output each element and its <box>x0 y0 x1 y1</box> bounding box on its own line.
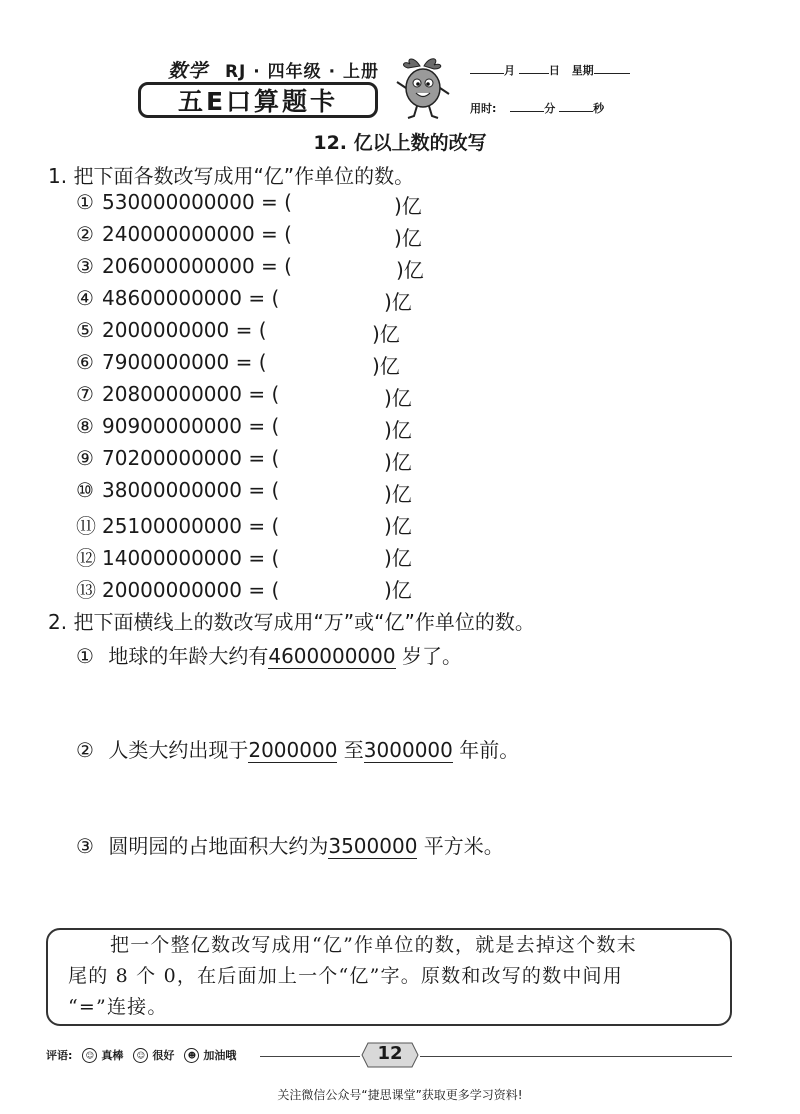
item-number: ② <box>76 738 94 762</box>
item-expression: 38000000000 = ( <box>102 478 280 502</box>
answer-close: )亿 <box>384 578 412 602</box>
tip-line <box>68 930 718 961</box>
item-expression: 48600000000 = ( <box>102 286 280 310</box>
q1-item <box>76 190 422 218</box>
minutes-blank[interactable] <box>510 101 544 112</box>
q2-sentence-3 <box>76 830 504 859</box>
item-expression: 25100000000 = ( <box>102 514 280 538</box>
q1-item <box>76 542 412 571</box>
header-subject-line <box>168 56 379 83</box>
sentence-text: 年前。 <box>452 738 520 762</box>
grin-face-icon[interactable]: ☺ <box>82 1048 97 1063</box>
question-2-heading: 2. 把下面横线上的数改写成用“万”或“亿”作单位的数。 <box>48 610 535 634</box>
seconds-label: 秒 <box>593 102 605 115</box>
q1-item <box>76 574 412 603</box>
subject-label: 数学 <box>168 60 209 82</box>
answer-close: )亿 <box>384 418 412 442</box>
evaluation-option: 真棒 <box>101 1049 124 1062</box>
sentence-text: 圆明园的占地面积大约为 <box>108 834 329 858</box>
sentence-text: 人类大约出现于 <box>108 738 249 762</box>
item-expression: 20800000000 = ( <box>102 382 280 406</box>
time-label: 用时: <box>470 102 497 115</box>
underlined-number: 3000000 <box>363 738 453 762</box>
item-number: ⑬ <box>76 578 96 602</box>
footer-note: 关注微信公众号“捷思课堂”获取更多学习资料! <box>277 1088 523 1102</box>
weekday-label: 星期 <box>571 64 594 77</box>
item-number: ⑦ <box>76 382 94 406</box>
tip-line <box>68 961 718 992</box>
time-fields <box>470 100 604 116</box>
underlined-number: 3500000 <box>328 834 418 858</box>
lesson-title: 12. 亿以上数的改写 <box>313 132 487 154</box>
tip-line-text: 尾的 8 个 0，在后面加上一个“亿”字。原数和改写的数中间用 <box>68 965 623 987</box>
answer-close: )亿 <box>384 386 412 410</box>
grade-info: RJ · 四年级 · 上册 <box>224 62 379 82</box>
evaluation-option: 很好 <box>152 1049 175 1062</box>
item-expression: 240000000000 = ( <box>102 222 292 246</box>
q1-item <box>76 318 400 346</box>
item-number: ① <box>76 190 94 214</box>
item-number: ③ <box>76 834 94 858</box>
mascot-icon <box>392 52 454 122</box>
footer-divider <box>420 1056 732 1057</box>
q1-item <box>76 510 412 539</box>
item-expression: 530000000000 = ( <box>102 190 292 214</box>
tip-line <box>68 992 718 1023</box>
item-number: ⑨ <box>76 446 94 470</box>
tip-line-text: “=”连接。 <box>68 996 168 1018</box>
item-number: ⑤ <box>76 318 94 342</box>
item-number: ⑪ <box>76 514 96 538</box>
page-number: 12 <box>377 1043 403 1064</box>
tip-line-text: 把一个整亿数改写成用“亿”作单位的数，就是去掉这个数末 <box>110 934 637 956</box>
answer-close: )亿 <box>394 226 422 250</box>
q2-sentence-2 <box>76 734 519 763</box>
item-number: ⑧ <box>76 414 94 438</box>
sentence-text: 地球的年龄大约有 <box>108 644 269 668</box>
item-number: ⑩ <box>76 478 94 502</box>
evaluation-label: 评语: <box>46 1049 73 1062</box>
month-label: 月 <box>504 64 515 77</box>
evaluation-row <box>46 1047 236 1063</box>
answer-close: )亿 <box>396 258 424 282</box>
smile-face-icon[interactable]: ☺ <box>133 1048 148 1063</box>
question-1-heading: 1. 把下面各数改写成用“亿”作单位的数。 <box>48 164 415 188</box>
month-blank[interactable] <box>470 63 504 74</box>
underlined-number: 4600000000 <box>268 644 396 668</box>
brand-text: 五E口算题卡 <box>177 87 339 116</box>
q1-item <box>76 254 424 282</box>
seconds-blank[interactable] <box>559 101 593 112</box>
item-number: ④ <box>76 286 94 310</box>
sentence-text: 岁了。 <box>395 644 462 668</box>
evaluation-option: 加油哦 <box>203 1049 237 1062</box>
q2-sentence-1 <box>76 640 462 669</box>
day-label: 日 <box>548 64 560 77</box>
tip-text <box>68 930 718 1023</box>
item-expression: 14000000000 = ( <box>102 546 280 570</box>
q1-item <box>76 478 412 506</box>
q1-item <box>76 382 412 410</box>
item-number: ⑫ <box>76 546 96 570</box>
answer-close: )亿 <box>384 290 412 314</box>
day-blank[interactable] <box>519 63 549 74</box>
weekday-blank[interactable] <box>594 63 630 74</box>
item-number: ⑥ <box>76 350 94 374</box>
item-expression: 2000000000 = ( <box>102 318 267 342</box>
q1-item <box>76 286 412 314</box>
answer-close: )亿 <box>384 482 412 506</box>
answer-close: )亿 <box>394 194 422 218</box>
footer-divider <box>260 1056 360 1057</box>
item-expression: 70200000000 = ( <box>102 446 280 470</box>
answer-close: )亿 <box>372 354 400 378</box>
underlined-number: 2000000 <box>248 738 338 762</box>
q1-item <box>76 446 412 474</box>
item-expression: 90900000000 = ( <box>102 414 280 438</box>
item-expression: 7900000000 = ( <box>102 350 267 374</box>
sentence-text: 至 <box>337 738 364 762</box>
answer-close: )亿 <box>384 514 412 538</box>
cheer-face-icon[interactable]: ☻ <box>184 1048 199 1063</box>
item-number: ① <box>76 644 94 668</box>
answer-close: )亿 <box>384 450 412 474</box>
q1-item <box>76 222 422 250</box>
brand-logo <box>138 82 378 118</box>
q1-item <box>76 350 400 378</box>
answer-close: )亿 <box>372 322 400 346</box>
date-fields <box>470 62 630 78</box>
item-expression: 206000000000 = ( <box>102 254 292 278</box>
answer-close: )亿 <box>384 546 412 570</box>
q1-item <box>76 414 412 442</box>
item-number: ③ <box>76 254 94 278</box>
item-expression: 20000000000 = ( <box>102 578 280 602</box>
item-number: ② <box>76 222 94 246</box>
minutes-label: 分 <box>544 102 556 115</box>
sentence-text: 平方米。 <box>417 834 504 858</box>
